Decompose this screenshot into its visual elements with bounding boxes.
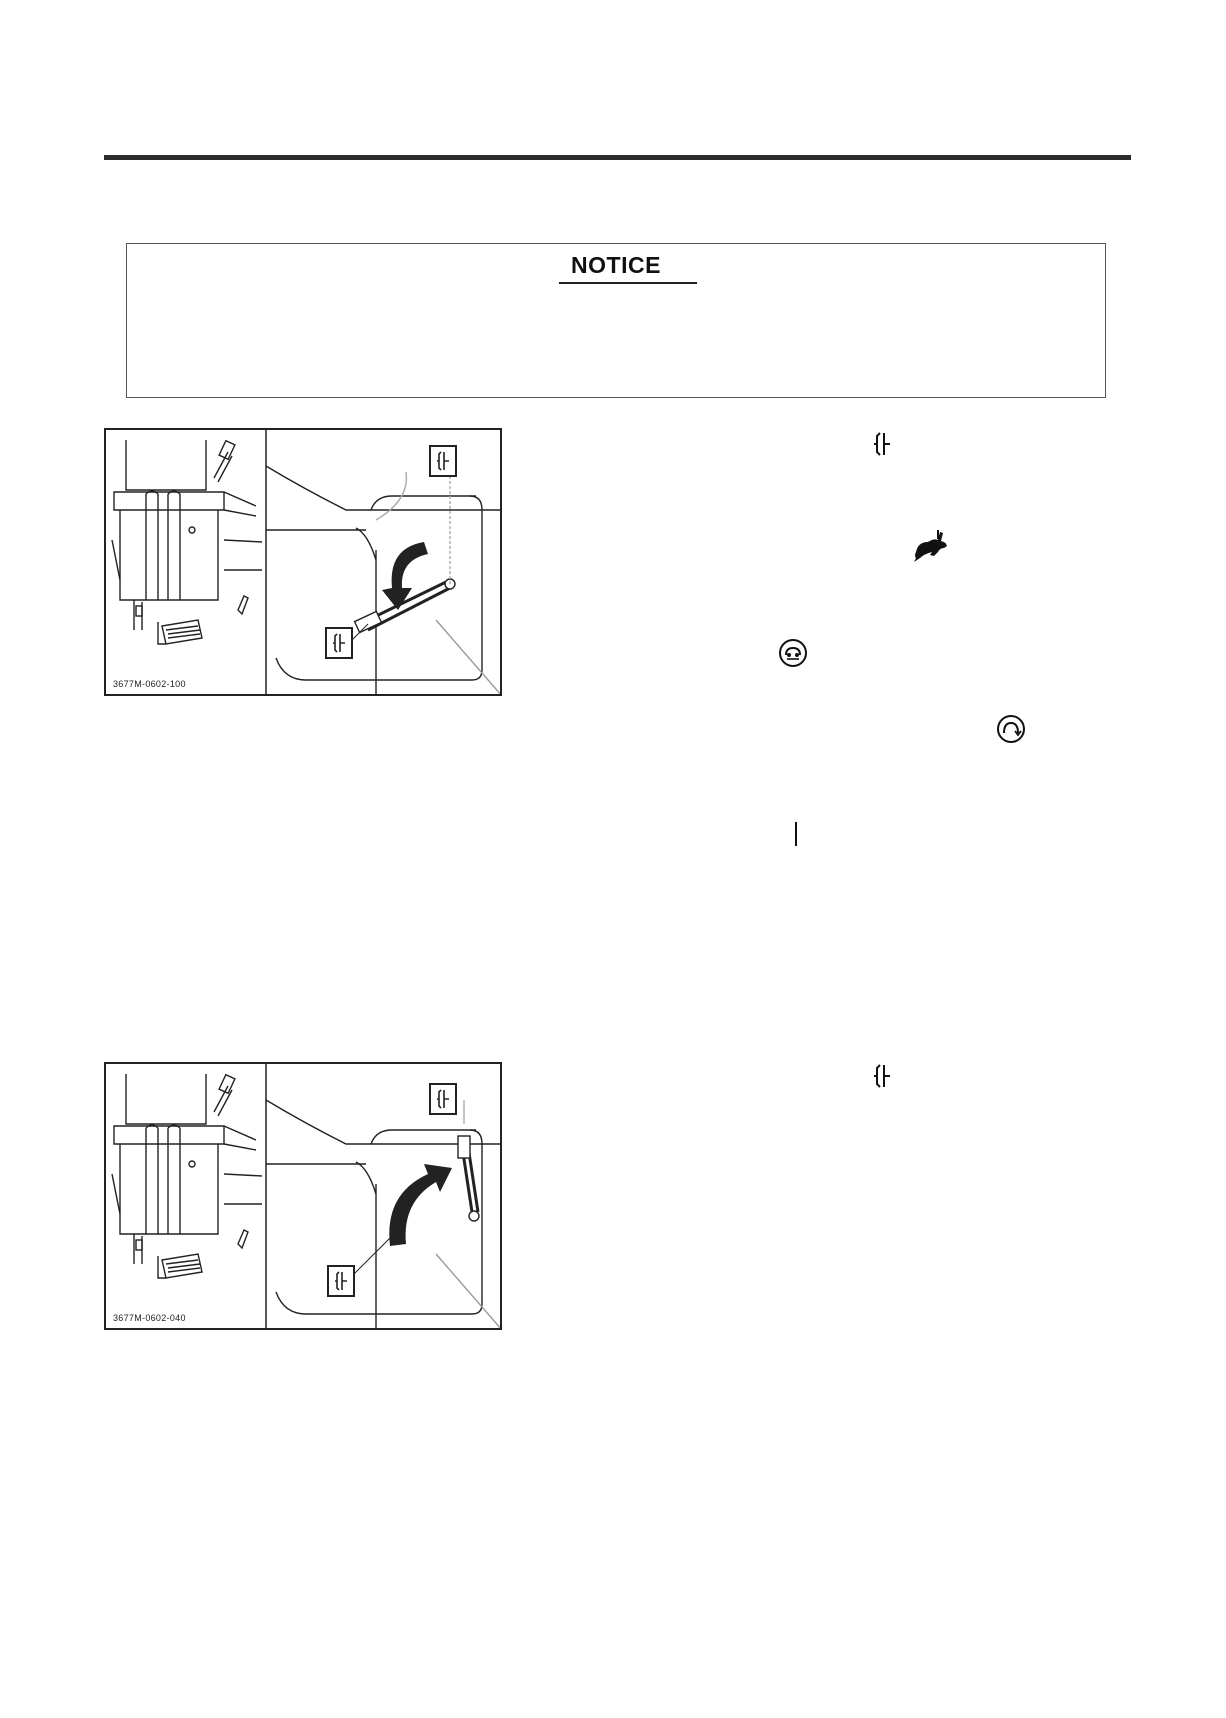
pto-clutch-box-bottom: [326, 628, 352, 658]
header-rule: [104, 155, 1131, 160]
notice-box: [126, 243, 1106, 398]
rabbit-icon: [910, 528, 950, 564]
notice-underline: [559, 282, 697, 284]
notice-title: NOTICE: [571, 252, 661, 278]
lever-forward-illustration: [106, 430, 502, 696]
arrow-up-icon: [389, 1164, 452, 1246]
pto-clutch-box-top: [430, 446, 456, 476]
pto-clutch-box-bottom: [328, 1266, 354, 1296]
pto-clutch-icon: [872, 430, 892, 458]
figure-lever-back: [104, 1062, 502, 1330]
pto-clutch-icon: [872, 1062, 892, 1090]
pto-clutch-box-top: [430, 1084, 456, 1114]
figure-caption: 3677M-0602-100: [113, 679, 186, 689]
engine-stop-icon: [778, 638, 808, 668]
engine-rotation-icon: [996, 714, 1026, 744]
figure-lever-forward: [104, 428, 502, 696]
lever-back-illustration: [106, 1064, 502, 1330]
vertical-bar-icon: [794, 822, 798, 846]
figure-caption: 3677M-0602-040: [113, 1313, 186, 1323]
arrow-down-icon: [382, 542, 428, 610]
